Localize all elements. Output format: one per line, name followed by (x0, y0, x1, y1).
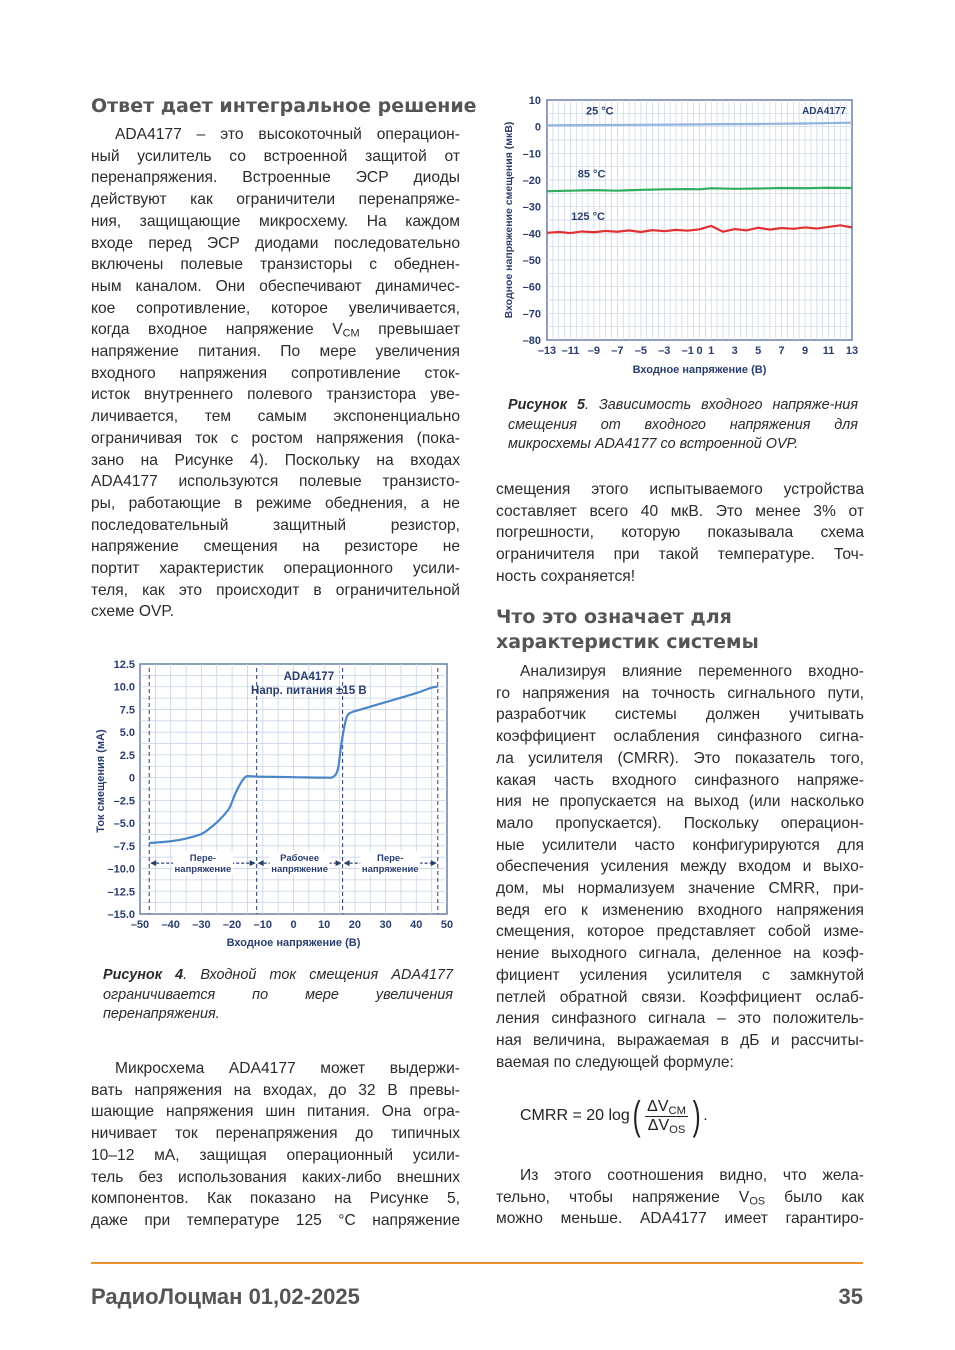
text-line: составляет всего 40 мкВ. Это менее 3% от (496, 502, 864, 520)
figure-5-caption (508, 396, 858, 455)
region-label: Пере- (377, 853, 404, 865)
x-tick-label: 11 (822, 345, 835, 357)
x-tick-label: 50 (440, 919, 454, 931)
y-tick-label: –5.0 (113, 818, 135, 831)
y-tick-label: –10.0 (107, 863, 135, 876)
y-tick-label: 10.0 (113, 681, 135, 694)
text-line: ная величина, выражаемая в дБ и рассчиты- (496, 1031, 864, 1049)
right-p2-lines (496, 661, 864, 1073)
text-line: ваемая по следующей формуле: (496, 1053, 734, 1071)
formula-denominator (648, 1117, 686, 1135)
text-line: портит характеристик операционного усили- (91, 560, 460, 578)
y-tick-label: –15.0 (107, 909, 135, 921)
y-tick-label: –2.5 (113, 795, 135, 808)
text-line: какая часть входного синфазного напряже- (496, 771, 864, 789)
text-line: ния, защищающие микросхему. На каждом (91, 212, 460, 230)
text-line: коэффициент ослабления синфазного сигна- (496, 728, 864, 746)
figure-4-chart (90, 652, 465, 952)
formula-num-text: ΔV (647, 1097, 669, 1115)
x-tick-label: –20 (222, 919, 242, 931)
y-tick-label: –60 (522, 281, 541, 294)
text-line: ные усилители часто конфигурируются для (496, 836, 864, 854)
figure-5-caption-label: Рисунок 5 (508, 397, 585, 413)
text-line: фициент усиления усилителя с замкнутой (496, 966, 864, 984)
text-line: действуют как ограничители перенапряже- (91, 191, 460, 209)
text-line: вать напряжения на входах, до 32 В превы- (91, 1081, 460, 1099)
x-tick-label: –10 (253, 919, 272, 931)
text-line: петлей обратной связи. Коэффициент ослаб- (496, 988, 864, 1006)
y-axis-label: Входное напряжение смещения (мкВ) (503, 121, 515, 319)
figure-4-caption-label: Рисунок 4 (103, 967, 184, 983)
left-section-heading: Ответ дает интегральное решение (91, 95, 477, 117)
text-line: го напряжения на точность сигнального пути, (496, 684, 864, 702)
footer-rule (91, 1262, 863, 1264)
magazine-name: РадиоЛоцман 01,02-2025 (91, 1284, 360, 1309)
text-line: ность сохраняется! (496, 567, 636, 585)
x-tick-label: 30 (379, 919, 392, 931)
y-tick-label: –50 (522, 255, 541, 267)
chart-title: ADA4177 (283, 671, 335, 683)
text-line: ведя его к изменению входного напряжения (496, 901, 864, 919)
y-tick-label: –70 (522, 308, 541, 321)
text-line: нение выходного сигнала, деленное на коэф- (496, 945, 864, 963)
y-tick-label: –40 (522, 228, 541, 241)
y-tick-label: –10 (522, 148, 541, 161)
figure-5-caption-text: . Зависимость входного напряже-ния смещения от входного напряжения для микросхемы ADA4177 со встроенной OVP. (508, 397, 859, 452)
vcm-after: превышает (359, 321, 460, 339)
vcm-before: когда входное напряжение V (91, 321, 343, 339)
x-tick-label: –30 (192, 919, 211, 931)
x-tick-label: 3 (731, 345, 738, 357)
x-tick-label: 7 (778, 345, 785, 357)
text-line: исток внутреннего полевого транзистора уве- (91, 386, 460, 404)
right-section-heading: Что это означает для характеристик системы (496, 606, 759, 653)
text-line: теля, как это происходит в ограничительной (91, 581, 460, 599)
text-line: ограничителя при такой температуре. Точ- (496, 546, 864, 564)
x-tick-label: 40 (410, 919, 423, 931)
y-tick-label: 7.5 (119, 704, 135, 717)
text-line: напряжение питания. По мере увеличения (91, 343, 460, 361)
region-label: Рабочее (280, 853, 320, 865)
text-line: кое сопротивление, которое увеличивается, (91, 299, 460, 317)
text-line: ный усилитель со встроенной защитой от (91, 147, 460, 165)
x-tick-label: –5 (634, 345, 647, 357)
right-paragraph-2 (496, 661, 864, 1073)
region-label: напряжение (174, 864, 232, 876)
x-axis-label: Входное напряжение (В) (226, 937, 361, 949)
formula-fraction (645, 1098, 688, 1135)
vos-before: тельно, чтобы напряжение V (496, 1188, 750, 1206)
right-paragraph-1 (496, 479, 864, 588)
x-tick-label: 0 (696, 345, 703, 357)
text-line: шающие напряжения шин питания. Она огра- (91, 1103, 460, 1121)
x-tick-label: 5 (755, 345, 762, 357)
text-line: смещения этого испытываемого устройства (496, 481, 864, 498)
right-p3-line-1: Из этого соотношения видно, что жела- (520, 1167, 864, 1184)
formula-paren-open: ( (632, 1094, 641, 1138)
text-line: ления синфазного сигнала – это положитель- (496, 1010, 864, 1028)
y-tick-label: –20 (522, 175, 541, 187)
region-label: напряжение (361, 864, 419, 876)
right-paragraph-3 (496, 1165, 864, 1230)
x-tick-label: 13 (845, 345, 859, 357)
x-tick-label: –9 (587, 345, 601, 357)
series-label: 125 °C (571, 211, 605, 223)
y-tick-label: –80 (522, 335, 541, 347)
cmrr-formula (520, 1096, 708, 1136)
y-tick-label: 12.5 (113, 659, 135, 671)
left-paragraph-2 (91, 1058, 460, 1232)
text-line: схеме OVP. (91, 603, 175, 621)
formula-lhs: CMRR = 20 log (520, 1107, 630, 1124)
page-number: 35 (838, 1284, 863, 1309)
y-tick-label: 10 (528, 95, 541, 107)
text-line: Микросхема ADA4177 может выдержи- (115, 1060, 460, 1077)
x-tick-label: –7 (611, 345, 624, 357)
formula-den-text: ΔV (647, 1116, 670, 1134)
vcm-sub: CM (342, 328, 360, 341)
x-tick-label: –50 (130, 919, 150, 931)
left-p2-lines (91, 1058, 460, 1232)
x-tick-label: –1 (681, 345, 694, 357)
x-tick-label: –40 (161, 919, 180, 931)
x-tick-label: –13 (537, 345, 557, 357)
text-line: даже при температуре 125 °C напряжение (91, 1211, 460, 1229)
y-axis-label: Ток смещения (мА) (95, 729, 107, 833)
series-label: 85 °C (577, 168, 606, 181)
x-axis-label: Входное напряжение (В) (632, 364, 767, 376)
y-tick-label: –7.5 (113, 840, 135, 853)
text-line: ограничивая ток с ростом напряжения (пока- (91, 429, 460, 447)
text-line: ничивает ток перенапряжения до типичных (91, 1125, 460, 1143)
x-tick-label: –11 (561, 345, 580, 357)
text-line: тель без использования каких-либо внешних (91, 1168, 460, 1186)
text-line: Анализируя влияние переменного входно- (520, 663, 864, 680)
text-line: включены полевые транзисторы с обеднен- (91, 256, 460, 274)
text-line: перенапряжения. Встроенные ЭСР диоды (91, 169, 460, 187)
formula-paren-close: ) (692, 1094, 701, 1138)
x-tick-label: 1 (708, 345, 715, 357)
x-tick-label: 0 (290, 919, 297, 931)
text-line: входного напряжения сопротивление сток- (91, 364, 460, 382)
formula-den-sub: OS (669, 1123, 686, 1136)
vos-sub: OS (749, 1195, 766, 1208)
left-paragraph-1 (91, 124, 460, 623)
text-line: ADA4177 используются полевые транзисто- (91, 473, 460, 491)
y-tick-label: –12.5 (107, 886, 135, 899)
right-p3-line-3: можно меньше. ADA4177 имеет гарантиро- (496, 1210, 864, 1228)
region-label: Пере- (189, 853, 217, 865)
text-line: ры, работающие в режиме обеднения, а не (91, 494, 460, 512)
x-tick-label: 20 (348, 919, 362, 931)
right-p3-line-2 (496, 1187, 864, 1209)
y-tick-label: 5.0 (119, 727, 135, 740)
figure-4-caption-text: . Входной ток смещения ADA4177 ограничивается по мере увеличения перенапряжения. (103, 967, 453, 1022)
text-line: разработчик системы должен учитывать (496, 706, 864, 724)
text-line: смещения, которое представляет собой изме- (496, 923, 864, 941)
left-p1-lines (91, 124, 460, 319)
text-line: компонентов. Как показано на Рисунке 5, (91, 1190, 460, 1208)
chart-title: ADA4177 (802, 106, 846, 117)
vos-after: было как (765, 1188, 865, 1206)
x-tick-label: 10 (318, 919, 331, 931)
y-tick-label: 2.5 (119, 749, 135, 762)
text-line: обеспечения усиления между входом и выхо- (496, 858, 864, 876)
text-line: мало пропускается). Поскольку операцион- (496, 814, 864, 832)
vcm-line (91, 319, 460, 341)
formula-numerator (645, 1098, 688, 1117)
chart-subtitle: Напр. питания ±15 В (251, 685, 367, 697)
text-line: ла усилителя (CMRR). Это показатель того, (496, 749, 864, 767)
text-line: ния не пропускается на выход (или насколько (496, 793, 864, 811)
y-tick-label: 0 (128, 772, 135, 785)
left-p1-rest-lines (91, 341, 460, 623)
formula-num-sub: CM (668, 1104, 686, 1117)
y-tick-label: 0 (534, 121, 541, 134)
text-line: входе перед ЭСР диодами последовательно (91, 234, 460, 252)
figure-4-caption (103, 966, 453, 1025)
text-line: последовательный защитный резистор, (91, 516, 460, 534)
figure-5-chart (497, 90, 867, 382)
formula-end: . (703, 1107, 708, 1124)
text-line: зано на Рисунке 4). Поскольку на входах (91, 451, 460, 469)
x-tick-label: 9 (802, 345, 809, 357)
text-line: ным каналом. Они обеспечивают динамичес- (91, 277, 460, 295)
y-tick-label: –30 (522, 201, 541, 214)
x-tick-label: –3 (658, 345, 671, 357)
series-label: 25 °C (585, 105, 614, 118)
text-line: ADA4177 – это высокоточный операцион- (115, 126, 460, 143)
right-p1-lines (496, 479, 864, 588)
text-line: напряжение смещения на резисторе не (91, 538, 460, 556)
text-line: личивается, тем самым экспоненциально (91, 408, 460, 426)
text-line: погрешности, которую показывала схема (496, 524, 864, 542)
text-line: дом, мы нормализуем значение CMRR, при- (496, 880, 864, 898)
region-label: напряжение (271, 864, 329, 876)
text-line: 10–12 мА, защищая операционный усили- (91, 1146, 460, 1164)
